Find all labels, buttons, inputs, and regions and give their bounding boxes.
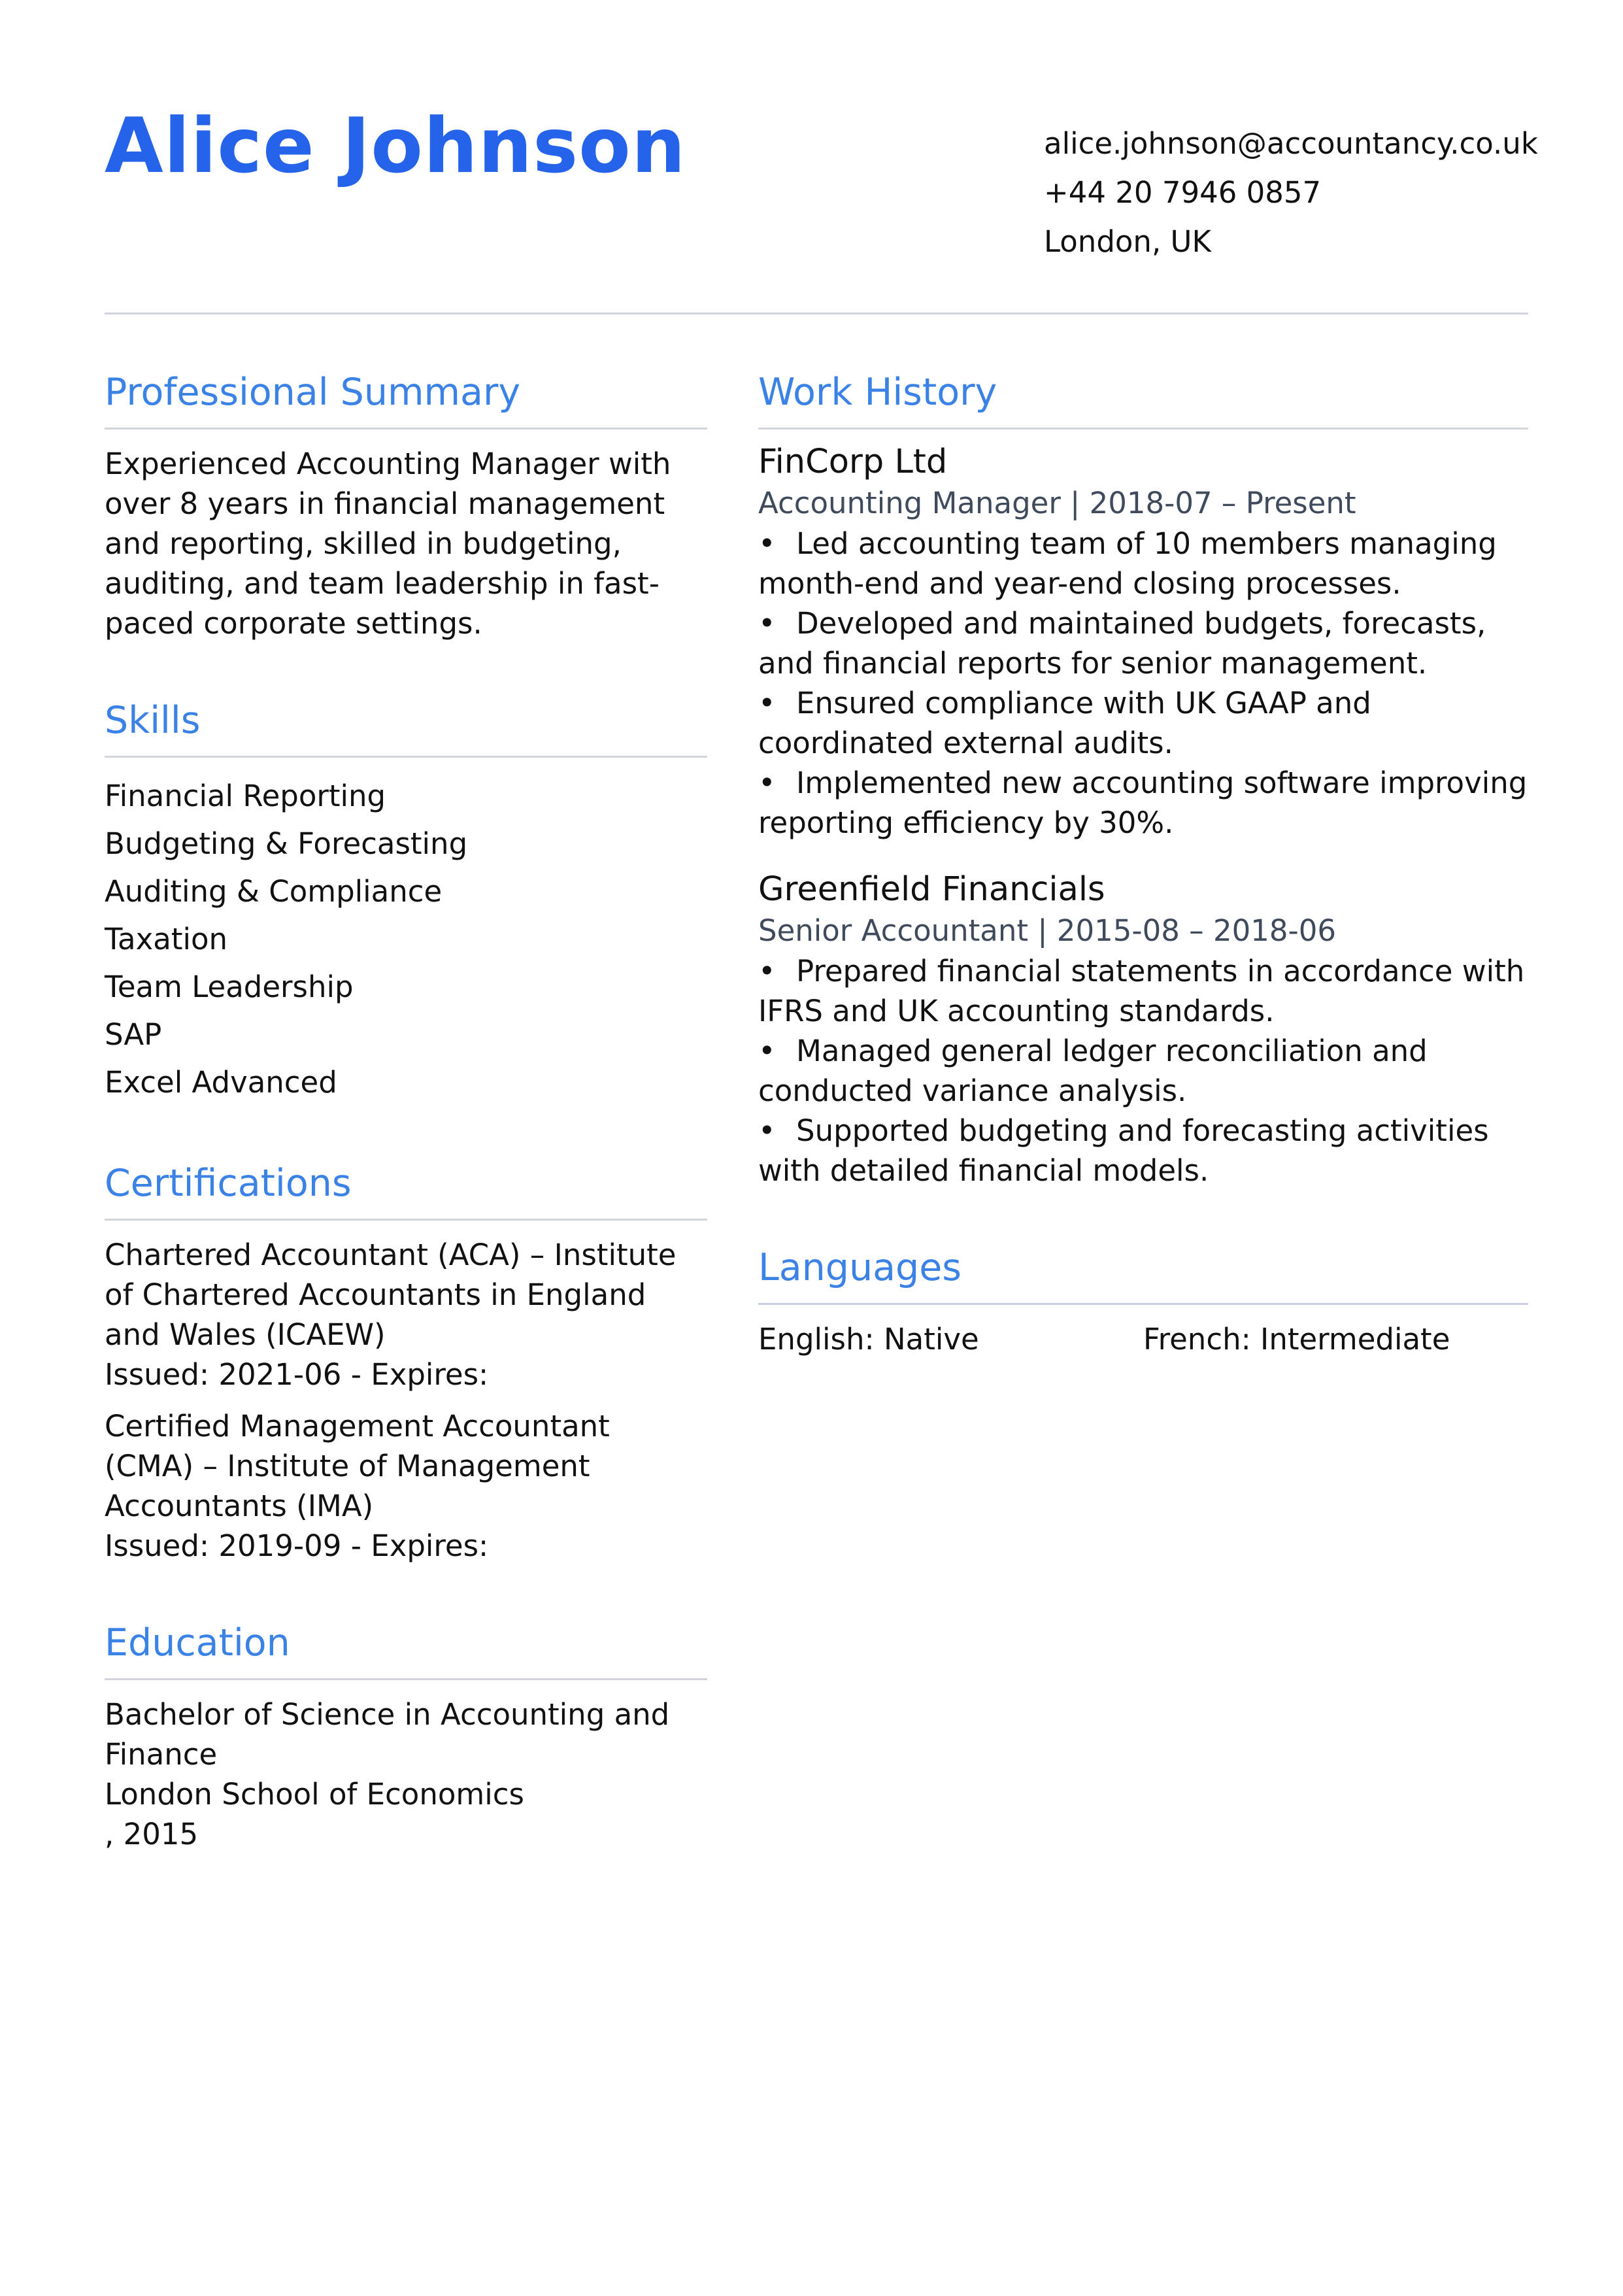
job-bullet	[758, 951, 1528, 1031]
section-heading-certifications: Certifications	[105, 1144, 707, 1221]
job-bullet	[758, 1111, 1528, 1190]
education-section	[105, 1604, 707, 1854]
bullet-text: Implemented new accounting software improving reporting efficiency by 30%.	[758, 766, 1528, 840]
education-degree: Bachelor of Science in Accounting and Finance	[105, 1697, 670, 1772]
section-heading-summary: Professional Summary	[105, 353, 707, 430]
job-role-dates: Senior Accountant | 2015-08 – 2018-06	[758, 913, 1336, 948]
job-entry	[758, 869, 1528, 1190]
bullet-icon: •	[758, 606, 776, 641]
resume-header	[105, 0, 1538, 314]
resume-page	[105, 0, 1538, 1851]
languages-section	[758, 1228, 1528, 1359]
bullet-icon: •	[758, 526, 776, 561]
skills-section	[105, 681, 707, 1106]
bullet-text: Supported budgeting and forecasting activities with detailed financial models.	[758, 1113, 1489, 1188]
candidate-name: Alice Johnson	[105, 102, 686, 190]
summary-section	[105, 353, 707, 643]
section-heading-education: Education	[105, 1604, 707, 1680]
job-bullet	[758, 683, 1528, 763]
contact-block	[1044, 119, 1538, 266]
language-item: English: Native	[758, 1322, 979, 1357]
bullet-text: Ensured compliance with UK GAAP and coordinated external audits.	[758, 686, 1371, 760]
right-column	[758, 353, 1528, 1397]
education-year: , 2015	[105, 1817, 199, 1851]
job-bullet	[758, 1031, 1528, 1111]
languages-list	[758, 1305, 1528, 1359]
education-school: London School of Economics	[105, 1777, 524, 1812]
job-bullet	[758, 603, 1528, 683]
skill-item: Auditing & Compliance	[105, 874, 443, 909]
bullet-text: Led accounting team of 10 members managing month-end and year-end closing processes.	[758, 526, 1497, 601]
certifications-list	[105, 1221, 707, 1566]
skill-item: Financial Reporting	[105, 779, 386, 813]
section-heading-languages: Languages	[758, 1228, 1528, 1305]
summary-text: Experienced Accounting Manager with over 8 years in financial management and reporting, skilled in budgeting, auditing, and team leadership in fast-paced corporate settings.	[105, 447, 671, 641]
certification-item	[105, 1406, 707, 1566]
bullet-text: Prepared financial statements in accordance with IFRS and UK accounting standards.	[758, 954, 1525, 1028]
skill-item: SAP	[105, 1017, 162, 1052]
job-company: Greenfield Financials	[758, 870, 1105, 909]
job-bullets	[758, 524, 1528, 843]
certifications-section	[105, 1144, 707, 1566]
bullet-icon: •	[758, 1034, 776, 1068]
bullet-icon: •	[758, 686, 776, 720]
job-company: FinCorp Ltd	[758, 443, 948, 481]
bullet-icon: •	[758, 954, 776, 988]
job-role-dates: Accounting Manager | 2018-07 – Present	[758, 486, 1356, 520]
certification-dates: Issued: 2019-09 - Expires:	[105, 1528, 489, 1563]
bullet-text: Managed general ledger reconciliation and conducted variance analysis.	[758, 1034, 1428, 1108]
skills-list	[105, 758, 707, 1106]
bullet-icon: •	[758, 766, 776, 800]
section-heading-work-history: Work History	[758, 353, 1528, 430]
jobs-list	[758, 430, 1528, 1190]
skill-item: Excel Advanced	[105, 1065, 337, 1100]
certification-dates: Issued: 2021-06 - Expires:	[105, 1357, 489, 1392]
job-bullet	[758, 524, 1528, 603]
certification-item	[105, 1235, 707, 1394]
left-column	[105, 353, 707, 1892]
job-entry	[758, 441, 1528, 843]
job-bullets	[758, 951, 1528, 1190]
work-history-section	[758, 353, 1528, 1190]
education-entry	[105, 1680, 707, 1854]
certification-name: Chartered Accountant (ACA) – Institute of Chartered Accountants in England and Wales (ICAEW)	[105, 1238, 677, 1352]
skill-item: Team Leadership	[105, 970, 354, 1004]
contact-phone[interactable]: +44 20 7946 0857	[1044, 175, 1322, 210]
contact-email[interactable]: alice.johnson@accountancy.co.uk	[1044, 126, 1538, 161]
skill-item: Budgeting & Forecasting	[105, 826, 468, 861]
bullet-icon: •	[758, 1113, 776, 1148]
section-heading-skills: Skills	[105, 681, 707, 758]
language-item: French: Intermediate	[1143, 1322, 1450, 1357]
certification-name: Certified Management Accountant (CMA) – Institute of Management Accountants (IMA)	[105, 1409, 610, 1523]
contact-location: London, UK	[1044, 224, 1212, 259]
job-bullet	[758, 763, 1528, 843]
skill-item: Taxation	[105, 922, 228, 956]
bullet-text: Developed and maintained budgets, forecasts, and financial reports for senior management.	[758, 606, 1486, 681]
